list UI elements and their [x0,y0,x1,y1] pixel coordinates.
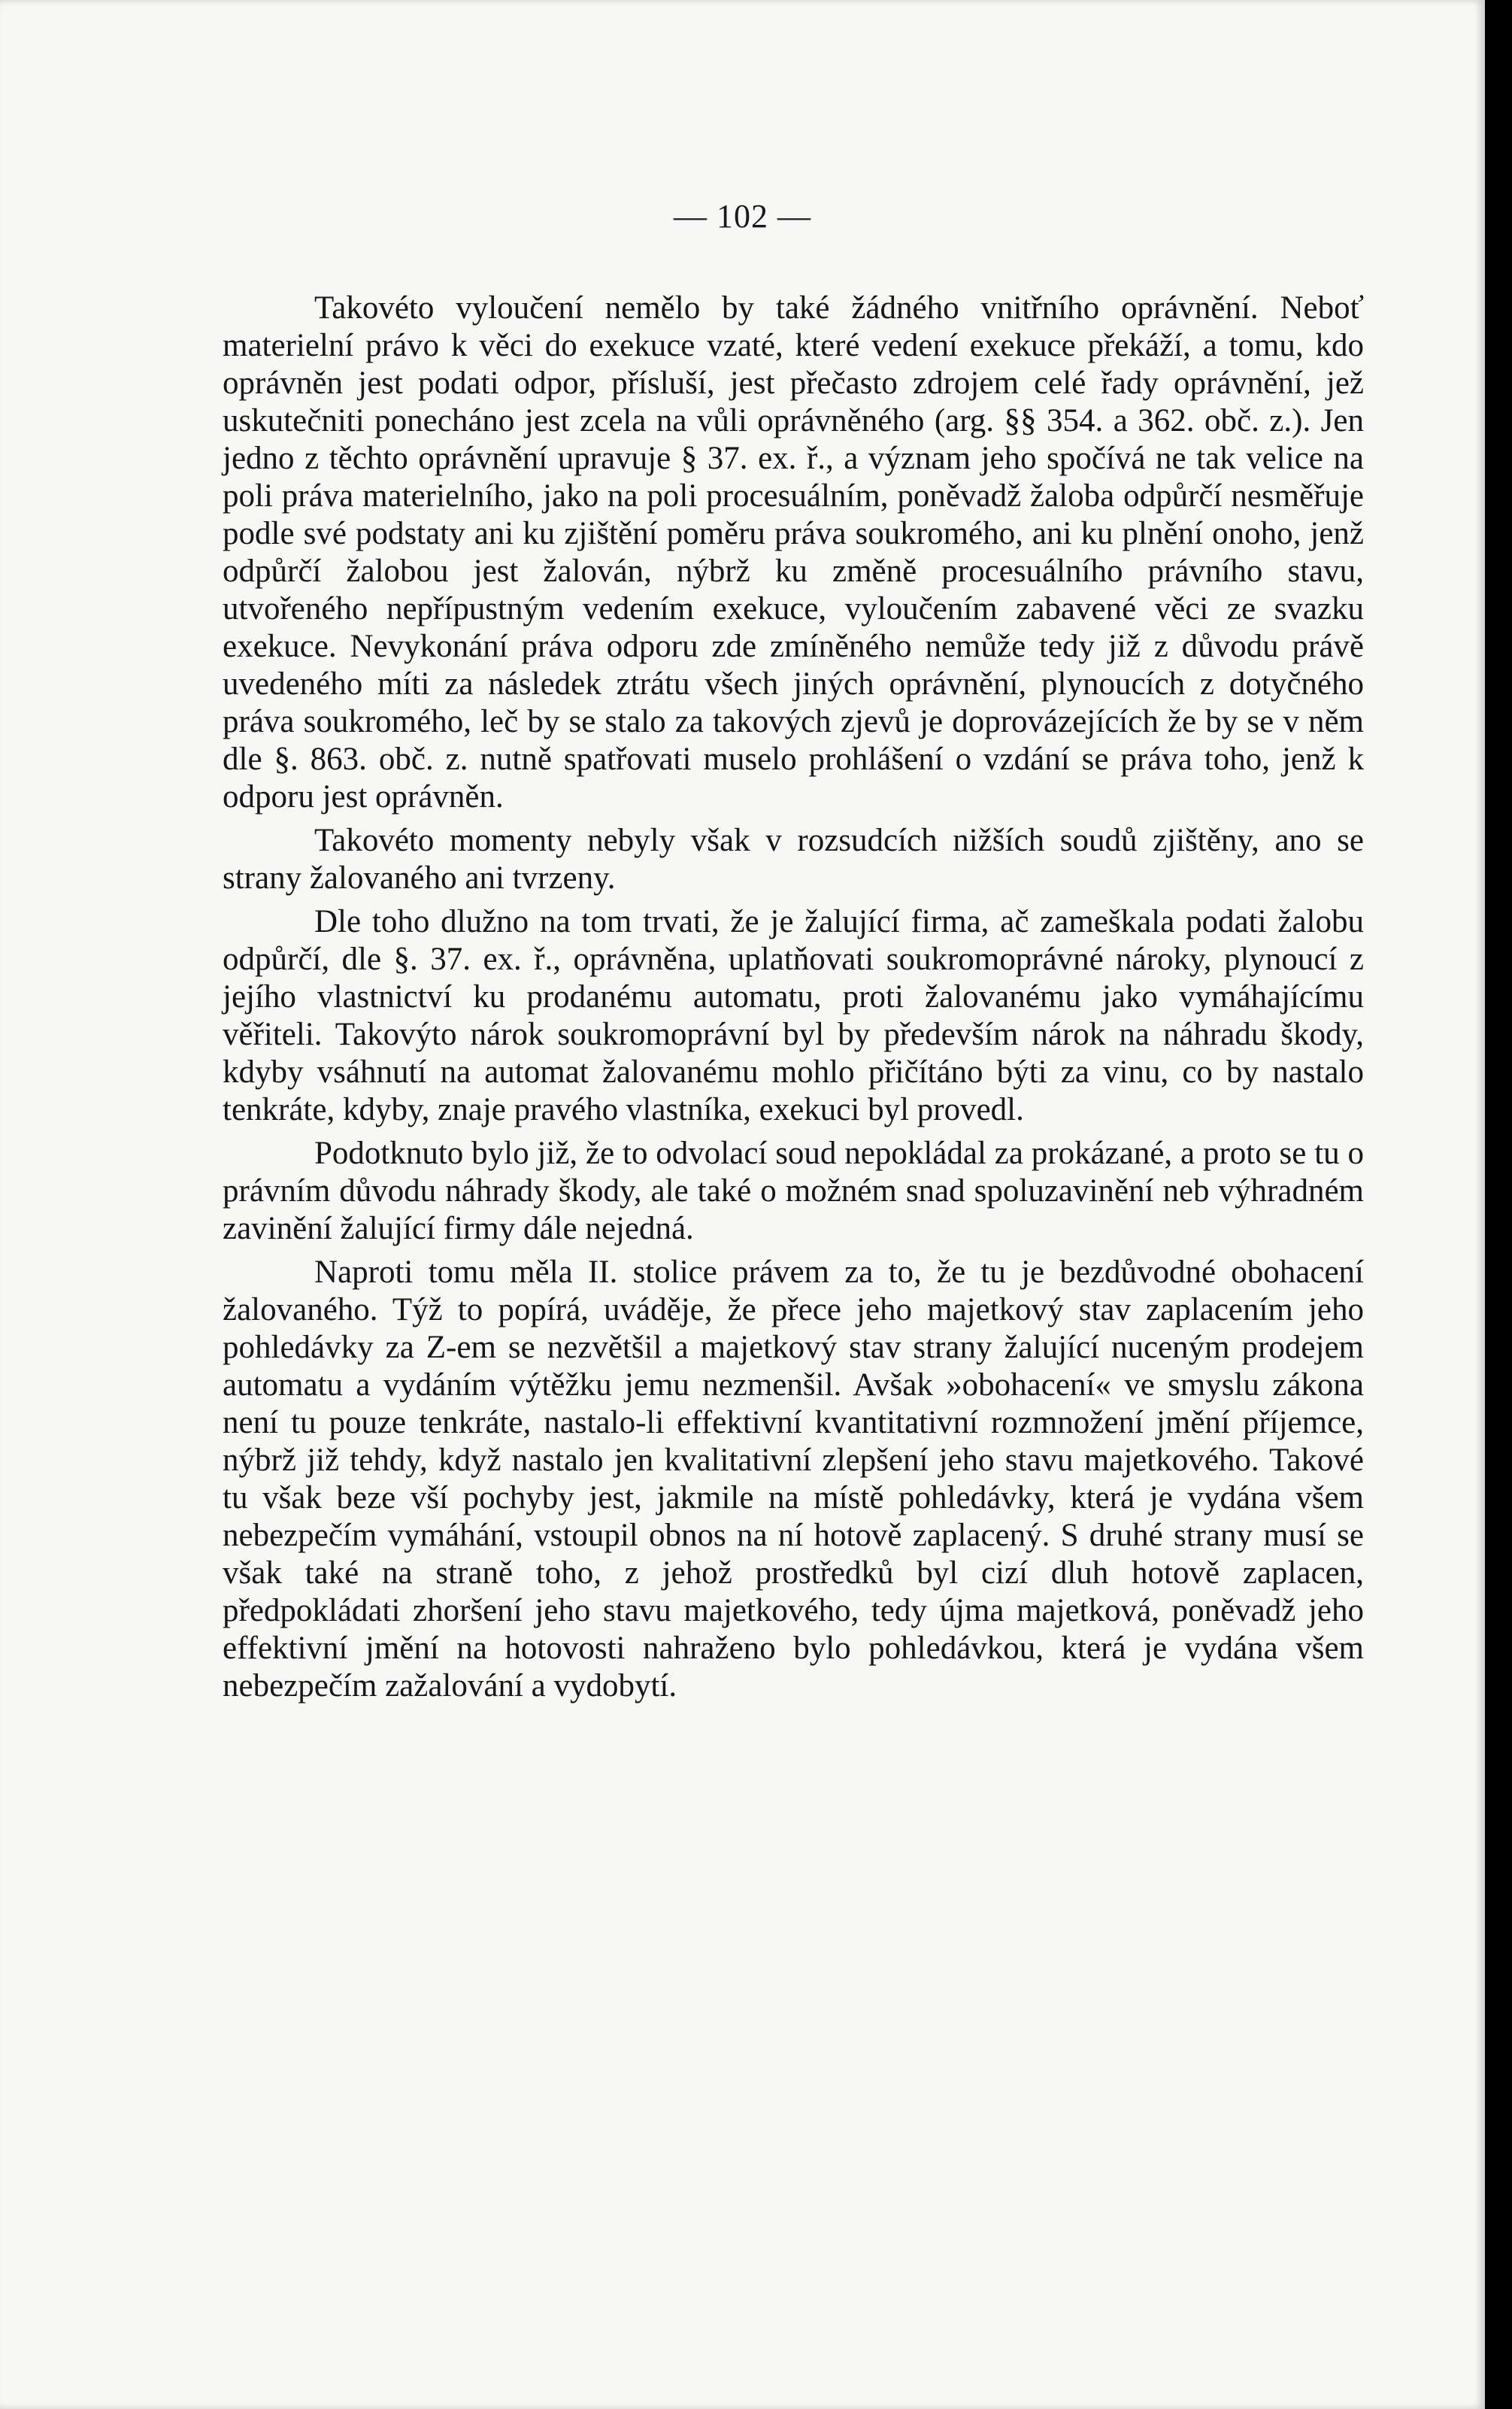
body-text [223,290,1364,1711]
page-number: — 102 — [674,198,811,235]
paragraph-5: Naproti tomu měla II. stolice právem za to, že tu je bezdůvodné obohacení žalovaného. Týž to popírá, uváděje, že přece jeho majetkový stav zaplacením jeho pohledávky za Z-em se nezvětšil a majetkový stav strany žalující nuceným prodejem automatu a vydáním výtěžku jemu nezmenšil. Avšak »obohacení« ve smyslu zákona není tu pouze tenkráte, nastalo-li effektivní kvantitativní rozmnožení jmění příjemce, nýbrž již tehdy, když nastalo jen kvalitativní zlepšení jeho stavu majetkového. Takové tu však beze vší pochyby jest, jakmile na místě pohledávky, která je vydána všem nebezpečím vymáhání, vstoupil obnos na ní hotově zaplacený. S druhé strany musí se však také na straně toho, z jehož prostředků byl cizí dluh hotově zaplacen, předpokládati zhoršení jeho stavu majetkového, tedy újma majetková, poněvadž jeho effektivní jmění na hotovosti nahraženo bylo pohledávkou, která je vydána všem nebezpečím zažalování a vydobytí. [223,1255,1364,1704]
paragraph-1: Takovéto vyloučení nemělo by také žádného vnitřního oprávnění. Neboť materielní právo k věci do exekuce vzaté, které vedení exekuce překáží, a tomu, kdo oprávněn jest podati odpor, přísluší, jest přečasto zdrojem celé řady oprávnění, jež uskutečniti ponecháno jest zcela na vůli oprávněného (arg. §§ 354. a 362. obč. z.). Jen jedno z těchto oprávnění upravuje § 37. ex. ř., a význam jeho spočívá ne tak velice na poli práva materielního, jako na poli procesuálním, poněvadž žaloba odpůrčí nesměřuje podle své podstaty ani ku zjištění poměru práva soukromého, ani ku plnění onoho, jenž odpůrčí žalobou jest žalován, nýbrž ku změně procesuálního právního stavu, utvořeného nepřípustným vedením exekuce, vyloučením zabavené věci ze svazku exekuce. Nevykonání práva odporu zde zmíněného nemůže tedy již z důvodu právě uvedeného míti za následek ztrátu všech jiných oprávnění, plynoucích z dotyčného práva soukromého, leč by se stalo za takových zjevů je doprovázejících že by se v něm dle §. 863. obč. z. nutně spatřovati muselo prohlášení o vzdání se práva toho, jenž k odporu jest oprávněn. [223,290,1364,815]
paragraph-2: Takovéto momenty nebyly však v rozsudcích nižších soudů zjištěny, ano se strany žalovaného ani tvrzeny. [223,823,1364,896]
paragraph-4: Podotknuto bylo již, že to odvolací soud nepokládal za prokázané, a proto se tu o právním důvodu náhrady škody, ale také o možném snad spoluzavinění neb výhradném zavinění žalující firmy dále nejedná. [223,1136,1364,1246]
paragraph-3: Dle toho dlužno na tom trvati, že je žalující firma, ač zameškala podati žalobu odpůrčí, dle §. 37. ex. ř., oprávněna, uplatňovati soukromoprávné nároky, plynoucí z jejího vlastnictví ku prodanému automatu, proti žalovanému jako vymáhajícímu věřiteli. Takovýto nárok soukromoprávní byl by především nárok na náhradu škody, kdyby vsáhnutí na automat žalovanému mohlo přičítáno býti za vinu, co by nastalo tenkráte, kdyby, znaje pravého vlastníka, exekuci byl provedl. [223,904,1364,1127]
